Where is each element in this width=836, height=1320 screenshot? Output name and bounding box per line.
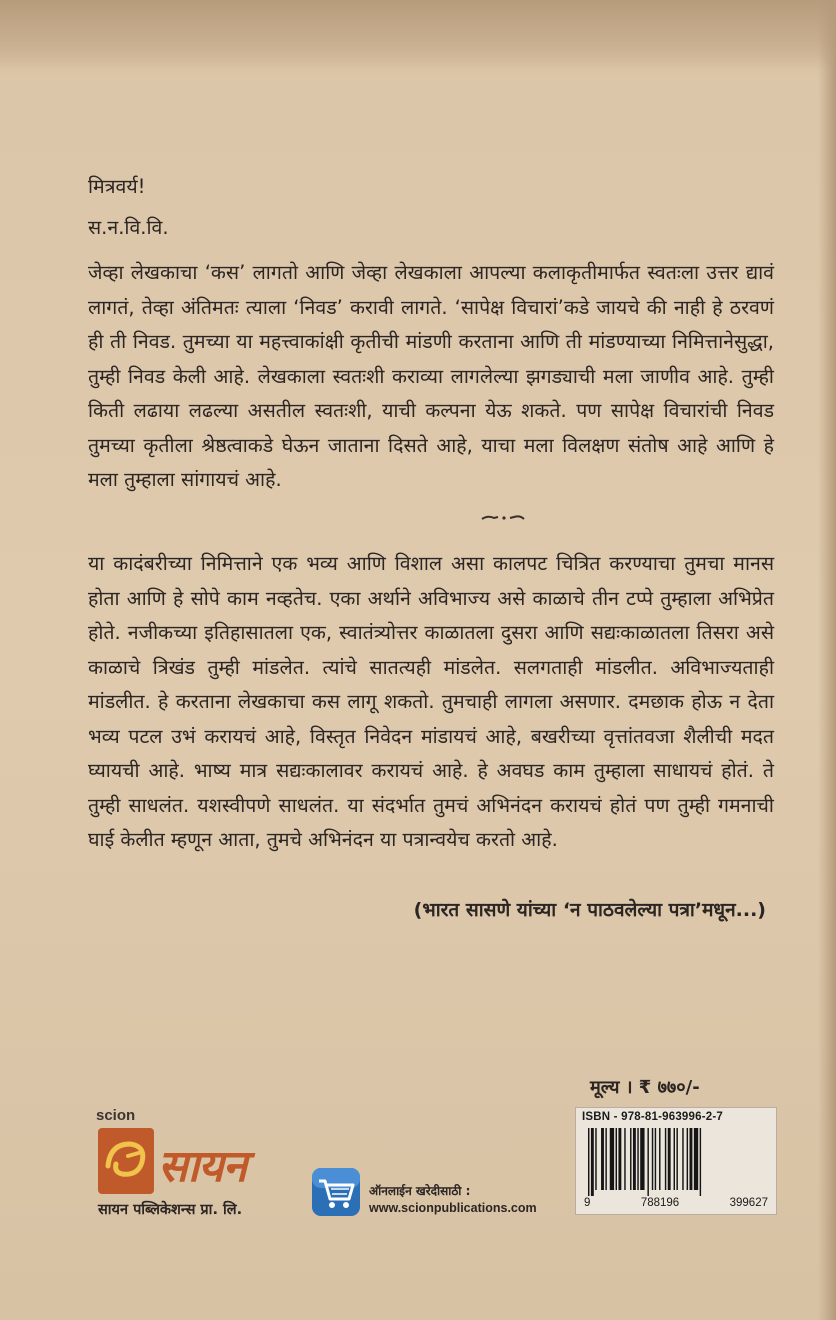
barcode-bar xyxy=(674,1128,675,1190)
barcode-bar xyxy=(595,1128,596,1190)
barcode-bar xyxy=(624,1128,625,1190)
barcode-bar xyxy=(640,1128,644,1190)
barcode-bar xyxy=(665,1128,666,1190)
quote-attribution: (भारत सासणे यांच्या ‘न पाठवलेल्या पत्रा’मधून...) xyxy=(413,899,766,921)
logo-brand-name: सायन xyxy=(158,1141,247,1192)
barcode-bar xyxy=(588,1128,589,1196)
isbn-number: ISBN - 978-81-963996-2-7 xyxy=(582,1111,723,1123)
barcode-bar xyxy=(633,1128,636,1190)
divider-ornament xyxy=(480,513,526,523)
barcode-digit-right-group: 399627 xyxy=(729,1197,768,1209)
barcode-bar xyxy=(591,1128,594,1196)
barcode-bar xyxy=(694,1128,698,1190)
barcode-bar xyxy=(682,1128,683,1190)
barcode-bar xyxy=(616,1128,617,1190)
price-label: मूल्य । ₹ ७७०/- xyxy=(590,1077,700,1098)
barcode-bar xyxy=(655,1128,656,1190)
isbn-barcode-panel xyxy=(575,1107,777,1215)
barcode-digits xyxy=(578,1197,774,1209)
barcode-bar xyxy=(676,1128,677,1190)
barcode-digit-left-group: 788196 xyxy=(640,1197,680,1209)
barcode-bar xyxy=(630,1128,631,1190)
scion-swirl-logo-icon xyxy=(96,1126,158,1196)
barcode-bar xyxy=(618,1128,621,1190)
barcode-bar xyxy=(610,1128,614,1190)
cover-spine-edge xyxy=(818,0,836,1320)
barcode-bar xyxy=(637,1128,638,1190)
barcode-bar xyxy=(668,1128,671,1190)
barcode-bar xyxy=(647,1128,648,1196)
letter-paragraph-2: या कादंबरीच्या निमित्ताने एक भव्य आणि विशाल असा कालपट चित्रित करण्याचा तुमचा मानस होता आणि हे सोपे काम नव्हतेच. एका अर्थाने अविभाज्य असे काळाचे तीन टप्पे तुम्हाला अभिप्रेत होते. नजीकच्या इतिहासातला एक, स्वातंत्र्योत्तर काळातला दुसरा आणि सद्यःकाळातला तिसरा असे काळाचे त्रिखंड तुम्ही मांडलेत. त्यांचे सातत्यही मांडलेत. सलगताही मांडलीत. अविभाज्यताही मांडलीत. हे करताना लेखकाचा कस लागू शकतो. तुमचाही लागला असणार. दमछाक होऊ न देता भव्य पटल उभं करायचं आहे, विस्तृत निवेदन मांडायचं आहे, बखरीच्या वृत्तांतवजा शैलीची मदत घ्यायची आहे. भाष्य मात्र सद्यःकालावर करायचं आहे. हे अवघड काम तुम्हाला साधायचं होतं. ते तुम्ही साधलंत. यशस्वीपणे साधलंत. या संदर्भात तुमचं अभिनंदन करायचं होतं पण तुम्ही गमनाची घाई केलीत म्हणून आता, तुमचे अभिनंदन या पत्रान्वयेच करतो आहे. xyxy=(88,552,774,851)
barcode-bar xyxy=(605,1128,606,1190)
letter-salutation: स.न.वि.वि. xyxy=(88,216,169,239)
shopping-cart-icon xyxy=(311,1167,361,1217)
publisher-name: सायन पब्लिकेशन्स प्रा. लि. xyxy=(98,1202,243,1218)
barcode-bar xyxy=(690,1128,693,1190)
online-purchase-label: ऑनलाईन खरेदीसाठी : xyxy=(369,1184,471,1198)
publisher-logo xyxy=(96,1104,266,1200)
barcode-graphic xyxy=(584,1128,768,1196)
barcode-bar xyxy=(659,1128,660,1190)
barcode-bar xyxy=(652,1128,653,1190)
logo-tag: scion xyxy=(96,1107,136,1124)
barcode-digit-prefix: 9 xyxy=(584,1197,591,1209)
cover-top-shadow xyxy=(0,0,836,70)
letter-greeting: मित्रवर्य! xyxy=(88,175,146,198)
barcode-bar xyxy=(700,1128,701,1196)
website-link[interactable]: www.scionpublications.com xyxy=(369,1201,537,1215)
letter-paragraph-1: जेव्हा लेखकाचा ‘कस’ लागतो आणि जेव्हा लेखकाला आपल्या कलाकृतीमार्फत स्वतःला उत्तर द्यावं लागतं, तेव्हा अंतिमतः त्याला ‘निवड’ करावी लागते. ‘सापेक्ष विचारां’कडे जायचे की नाही हे ठरवणं ही ती निवड. तुमच्या या महत्त्वाकांक्षी कृतीची मांडणी करताना आणि ती मांडण्याच्या निमित्तानेसुद्धा, तुम्ही निवड केली आहे. लेखकाला स्वतःशी कराव्या लागलेल्या झगड्याची मला जाणीव आहे. तुम्ही किती लढाया लढल्या असतील स्वतःशी, याची कल्पना येऊ शकते. पण सापेक्ष विचारांची निवड तुमच्या कृतीला श्रेष्ठत्वाकडे घेऊन जाताना दिसते आहे, याचा मला विलक्षण संतोष आहे आणि हे मला तुम्हाला सांगायचं आहे. xyxy=(88,261,774,491)
barcode-bar xyxy=(687,1128,688,1190)
barcode-bar xyxy=(601,1128,604,1190)
